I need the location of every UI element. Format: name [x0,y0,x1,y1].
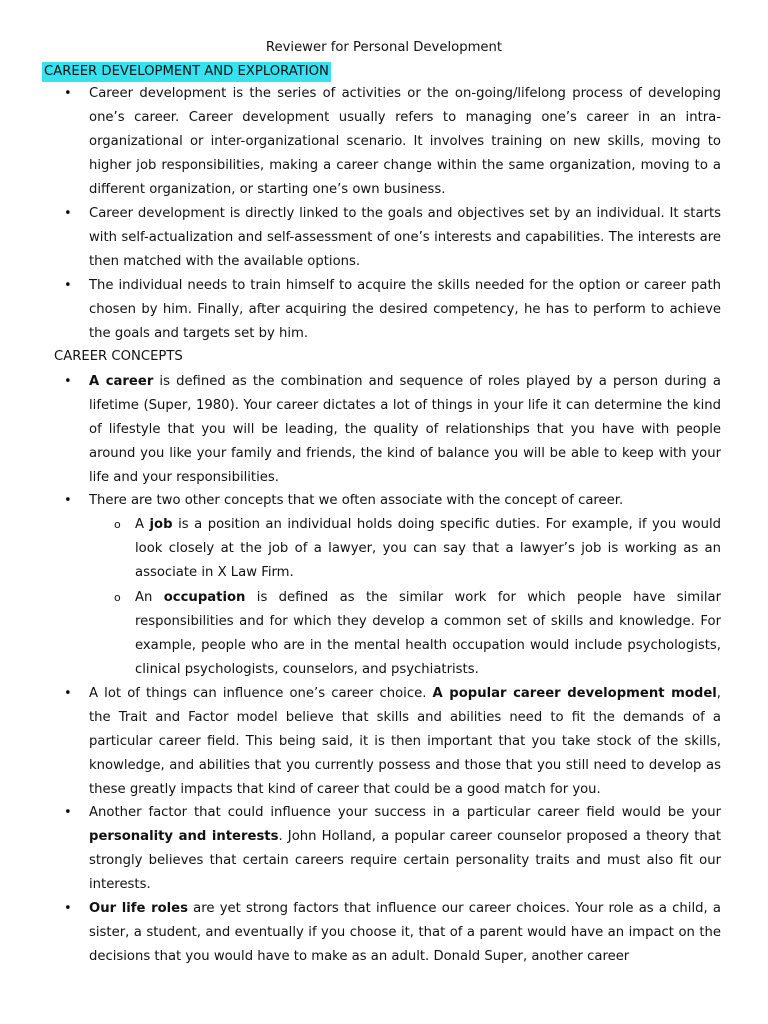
bold-term: A career [89,374,154,389]
sub-bullet-icon: o [114,591,121,604]
bullet-text: , the Trait and Factor model believe that skills and abilities need to fit the demands of a particular career field. This being said, it is then important that you take stock of the skills, knowledge, and abilities that you currently possess and those that you still need to develop as these greatly impacts that kind of career that could be a good match for you. [89,686,721,797]
sub-bullet-text: is a position an individual holds doing specific duties. For example, if you would look closely at the job of a lawyer, you can say that a lawyer’s job is working as an associate in X Law Firm. [135,517,721,580]
bullet-icon: • [64,374,72,389]
list-item [64,82,721,202]
bullet-text: is defined as the combination and sequence of roles played by a person during a lifetime (Super, 1980). Your career dictates a lot of things in your life it can determine the kind of lifestyle that you will be leading, the quality of relationships that you have with people around you like your family and friends, the kind of balance you will be able to keep with your life and your responsibilities. [89,374,721,485]
bullet-icon: • [64,206,72,221]
bullet-text: The individual needs to train himself to acquire the skills needed for the option or career path chosen by him. Finally, after acquiring the desired competency, he has to perform to achieve the goals and targets set by him. [89,278,721,341]
sub-bullet-icon: o [114,518,121,531]
bullet-text: . John Holland, a popular career counselor proposed a theory that strongly believes that certain careers require certain personality traits and must also fit our interests. [89,829,722,892]
list-item: • Another factor that could influence your success in a particular career field would be your personality and interests. John Holland, a popular career counselor proposed a theory that strongly believes that certain careers require certain personality traits and must also fit our interests. [89,801,721,897]
bullet-text: Career development is directly linked to the goals and objectives set by an individual. It starts with self-actualization and self-assessment of one’s interests and capabilities. The interests are then matched with the available options. [89,206,721,269]
list-item [64,202,721,274]
subheading: CAREER CONCEPTS [54,349,183,364]
bullet-icon: • [64,86,72,101]
list-item [64,370,721,490]
bold-term: job [149,517,173,532]
list-item [64,274,721,346]
list-item: • A lot of things can influence one’s career choice. A popular career development model, the Trait and Factor model believe that skills and abilities need to fit the demands of a particular career field. This being said, it is then important that you take stock of the skills, knowledge, and abilities that you currently possess and those that you still need to develop as these greatly impacts that kind of career that could be a good match for you. [89,682,721,802]
sub-bullet-text: is defined as the similar work for which people have similar responsibilities and for which they develop a common set of skills and knowledge. For example, people who are in the mental health occupation would include psychologists, clinical psychologists, counselors, and psychiatrists. [135,590,721,677]
bullet-icon: • [64,686,72,701]
bullet-icon: • [64,901,72,916]
bullet-icon: • [64,805,72,820]
sub-list-item: o An occupation is defined as the similar work for which people have similar responsibilities and for which they develop a common set of skills and knowledge. For example, people who are in the mental health occupation would include psychologists, clinical psychologists, counselors, and psychiatrists. [135,586,721,682]
list-item [64,489,721,513]
bullet-text: are yet strong factors that influence our career choices. Your role as a child, a sister, a student, and eventually if you choose it, that of a parent would have an impact on the decisions that you would have to make as an adult. Donald Super, another career [89,901,721,964]
document-title: Reviewer for Personal Development [265,40,503,55]
bullet-text: There are two other concepts that we often associate with the concept of career. [89,493,624,508]
section-heading: CAREER DEVELOPMENT AND EXPLORATION [42,62,331,82]
bold-term: occupation [163,590,246,605]
bold-term: A popular career development model [432,686,717,701]
sub-list-item: o A job is a position an individual holds doing specific duties. For example, if you would look closely at the job of a lawyer, you can say that a lawyer’s job is working as an associate in X Law Firm. [135,513,721,585]
bullet-icon: • [64,493,72,508]
bold-term: personality and interests [89,829,279,844]
bullet-text: Career development is the series of activities or the on-going/lifelong process of developing one’s career. Career development usually refers to managing one’s career in an intra-organizational or inter-organizational scenario. It involves training on new skills, moving to higher job responsibilities, making a career change within the same organization, moving to a different organization, or starting one’s own business. [89,86,721,197]
bold-term: Our life roles [89,901,188,916]
list-item [64,897,721,969]
bullet-icon: • [64,278,72,293]
